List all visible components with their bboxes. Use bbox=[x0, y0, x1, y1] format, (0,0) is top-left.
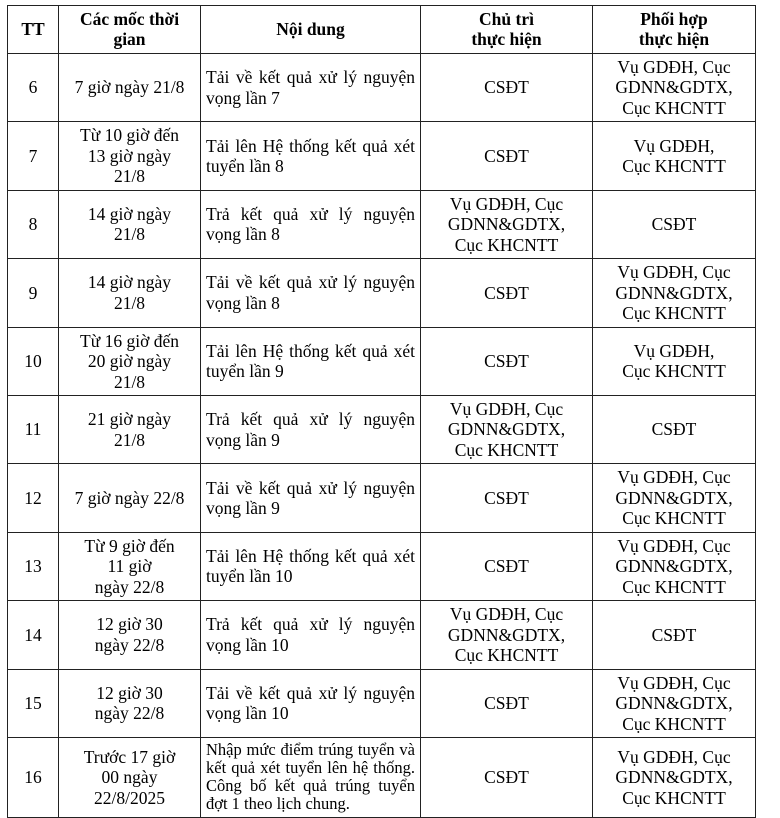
cell-host-line-3: Cục KHCNTT bbox=[454, 234, 559, 255]
cell-tt: 10 bbox=[8, 327, 59, 395]
cell-host bbox=[421, 464, 593, 532]
cell-coop bbox=[593, 53, 756, 121]
cell-host-line-1: CSĐT bbox=[484, 351, 529, 372]
table-header-row bbox=[8, 6, 756, 54]
cell-host-line-1: CSĐT bbox=[484, 282, 529, 303]
cell-time-line-1: 12 giờ 30 bbox=[96, 682, 163, 703]
cell-coop bbox=[593, 122, 756, 190]
column-header-content-line-1: Nội dung bbox=[276, 19, 345, 40]
cell-content: Tải về kết quả xử lý nguyện vọng lần 8 bbox=[201, 259, 421, 327]
cell-time bbox=[59, 53, 201, 121]
column-header-host-line-1: Chủ trì bbox=[479, 9, 534, 29]
table-row bbox=[8, 738, 756, 818]
cell-time-line-2: ngày 22/8 bbox=[94, 634, 165, 655]
table-row bbox=[8, 601, 756, 669]
cell-coop-line-2: Cục KHCNTT bbox=[622, 156, 726, 177]
cell-time-line-1: 12 giờ 30 bbox=[96, 614, 163, 635]
cell-time bbox=[59, 532, 201, 600]
cell-time bbox=[59, 601, 201, 669]
cell-time-line-2: 21/8 bbox=[113, 292, 146, 313]
column-header-host-line-2: thực hiện bbox=[471, 29, 542, 50]
cell-coop-line-2: Cục KHCNTT bbox=[622, 361, 726, 382]
cell-coop bbox=[593, 532, 756, 600]
cell-coop-line-3: Cục KHCNTT bbox=[622, 713, 726, 734]
cell-content: Tải lên Hệ thống kết quả xét tuyển lần 8 bbox=[201, 122, 421, 190]
cell-coop-line-1: Vụ GDĐH, Cục bbox=[617, 262, 731, 283]
cell-coop-line-1: Vụ GDĐH, Cục bbox=[617, 535, 731, 556]
column-header-tt-line-1: TT bbox=[21, 19, 45, 40]
column-header-time-line-2: gian bbox=[113, 29, 146, 50]
cell-time-line-1: 14 giờ ngày bbox=[87, 272, 172, 293]
cell-content: Trả kết quả xử lý nguyện vọng lần 9 bbox=[201, 395, 421, 463]
table-row bbox=[8, 122, 756, 190]
cell-coop bbox=[593, 738, 756, 818]
cell-time bbox=[59, 395, 201, 463]
column-header-coop-line-2: thực hiện bbox=[638, 29, 710, 50]
cell-time-line-1: 7 giờ ngày 22/8 bbox=[74, 487, 185, 508]
cell-host-line-1: Vụ GDĐH, Cục bbox=[449, 604, 564, 625]
cell-coop-line-1: Vụ GDĐH, Cục bbox=[617, 746, 731, 767]
cell-host-line-3: Cục KHCNTT bbox=[454, 645, 559, 666]
table-row bbox=[8, 53, 756, 121]
cell-host-line-1: CSĐT bbox=[484, 487, 529, 508]
cell-coop-line-3: Cục KHCNTT bbox=[622, 508, 726, 529]
cell-tt: 11 bbox=[8, 395, 59, 463]
cell-content: Tải lên Hệ thống kết quả xét tuyển lần 10 bbox=[201, 532, 421, 600]
cell-coop bbox=[593, 464, 756, 532]
cell-time-line-2: 11 giờ bbox=[107, 556, 152, 577]
cell-tt: 8 bbox=[8, 190, 59, 258]
cell-host bbox=[421, 122, 593, 190]
cell-tt: 7 bbox=[8, 122, 59, 190]
cell-coop-line-3: Cục KHCNTT bbox=[622, 97, 726, 118]
cell-coop-line-1: Vụ GDĐH, bbox=[633, 135, 715, 156]
cell-coop-line-3: Cục KHCNTT bbox=[622, 303, 726, 324]
cell-host-line-1: CSĐT bbox=[484, 693, 529, 714]
cell-host-line-2: GDNN&GDTX, bbox=[447, 214, 566, 235]
cell-coop-line-2: GDNN&GDTX, bbox=[615, 556, 733, 577]
admission-schedule-table bbox=[7, 5, 756, 818]
cell-time-line-2: 21/8 bbox=[113, 224, 146, 245]
cell-coop-line-2: GDNN&GDTX, bbox=[615, 77, 733, 98]
cell-coop bbox=[593, 327, 756, 395]
cell-host bbox=[421, 669, 593, 737]
cell-host-line-1: CSĐT bbox=[484, 767, 529, 788]
cell-host bbox=[421, 327, 593, 395]
cell-time bbox=[59, 669, 201, 737]
column-header-tt bbox=[8, 6, 59, 54]
cell-host-line-1: CSĐT bbox=[484, 77, 529, 98]
cell-coop-line-1: Vụ GDĐH, Cục bbox=[617, 672, 731, 693]
cell-tt: 6 bbox=[8, 53, 59, 121]
cell-tt: 15 bbox=[8, 669, 59, 737]
column-header-host bbox=[421, 6, 593, 54]
cell-time bbox=[59, 738, 201, 818]
table-row bbox=[8, 259, 756, 327]
cell-time bbox=[59, 327, 201, 395]
column-header-time bbox=[59, 6, 201, 54]
cell-time-line-2: 13 giờ ngày bbox=[87, 145, 172, 166]
cell-host-line-2: GDNN&GDTX, bbox=[447, 624, 566, 645]
cell-host-line-1: CSĐT bbox=[484, 556, 529, 577]
cell-coop bbox=[593, 259, 756, 327]
cell-tt: 12 bbox=[8, 464, 59, 532]
cell-host-line-2: GDNN&GDTX, bbox=[447, 419, 566, 440]
cell-coop-line-2: GDNN&GDTX, bbox=[615, 282, 733, 303]
cell-host-line-1: CSĐT bbox=[484, 145, 529, 166]
cell-content: Tải về kết quả xử lý nguyện vọng lần 9 bbox=[201, 464, 421, 532]
cell-tt: 14 bbox=[8, 601, 59, 669]
cell-time-line-2: 00 ngày bbox=[101, 767, 158, 788]
table-row bbox=[8, 669, 756, 737]
column-header-coop bbox=[593, 6, 756, 54]
table-row bbox=[8, 464, 756, 532]
cell-time bbox=[59, 259, 201, 327]
cell-coop-line-1: Vụ GDĐH, bbox=[633, 340, 715, 361]
cell-tt: 9 bbox=[8, 259, 59, 327]
cell-coop-line-1: Vụ GDĐH, Cục bbox=[617, 467, 731, 488]
cell-coop-line-2: GDNN&GDTX, bbox=[615, 693, 733, 714]
cell-tt: 13 bbox=[8, 532, 59, 600]
cell-time bbox=[59, 122, 201, 190]
cell-coop-line-1: CSĐT bbox=[651, 214, 697, 235]
cell-coop-line-2: GDNN&GDTX, bbox=[615, 767, 733, 788]
table-row bbox=[8, 327, 756, 395]
cell-time-line-2: 21/8 bbox=[113, 429, 146, 450]
table-row bbox=[8, 190, 756, 258]
cell-time-line-2: 20 giờ ngày bbox=[87, 351, 172, 372]
cell-host bbox=[421, 532, 593, 600]
cell-host-line-1: Vụ GDĐH, Cục bbox=[449, 193, 564, 214]
cell-content: Nhập mức điểm trúng tuyển và kết quả xét tuyển lên hệ thống. Công bố kết quả trúng tuyển đợt 1 theo lịch chung. bbox=[201, 738, 421, 818]
cell-time-line-1: Từ 10 giờ đến bbox=[80, 125, 179, 146]
cell-host-line-3: Cục KHCNTT bbox=[454, 439, 559, 460]
cell-host bbox=[421, 190, 593, 258]
cell-time bbox=[59, 464, 201, 532]
cell-time-line-3: ngày 22/8 bbox=[94, 576, 165, 597]
cell-time-line-3: 21/8 bbox=[113, 371, 146, 392]
cell-coop-line-1: CSĐT bbox=[651, 419, 697, 440]
table-row bbox=[8, 532, 756, 600]
cell-content: Tải về kết quả xử lý nguyện vọng lần 10 bbox=[201, 669, 421, 737]
cell-time-line-1: 7 giờ ngày 21/8 bbox=[74, 77, 185, 98]
cell-coop-line-1: CSĐT bbox=[651, 624, 697, 645]
column-header-time-line-1: Các mốc thời bbox=[79, 9, 180, 29]
table-body bbox=[8, 53, 756, 817]
cell-coop bbox=[593, 601, 756, 669]
cell-time-line-2: ngày 22/8 bbox=[94, 703, 165, 724]
cell-time-line-3: 22/8/2025 bbox=[94, 787, 165, 808]
cell-host-line-1: Vụ GDĐH, Cục bbox=[449, 398, 564, 419]
cell-host bbox=[421, 53, 593, 121]
cell-content: Tải lên Hệ thống kết quả xét tuyển lần 9 bbox=[201, 327, 421, 395]
table-header bbox=[8, 6, 756, 54]
cell-host bbox=[421, 259, 593, 327]
cell-time-line-1: 21 giờ ngày bbox=[87, 409, 172, 430]
cell-coop-line-1: Vụ GDĐH, Cục bbox=[617, 56, 731, 77]
cell-time-line-1: 14 giờ ngày bbox=[87, 203, 172, 224]
cell-host bbox=[421, 738, 593, 818]
cell-time-line-1: Từ 9 giờ đến bbox=[84, 535, 175, 556]
cell-tt: 16 bbox=[8, 738, 59, 818]
cell-coop bbox=[593, 190, 756, 258]
cell-time bbox=[59, 190, 201, 258]
cell-time-line-3: 21/8 bbox=[113, 166, 146, 187]
column-header-coop-line-1: Phối hợp bbox=[640, 9, 708, 29]
table-row bbox=[8, 395, 756, 463]
column-header-content bbox=[201, 6, 421, 54]
cell-content: Trả kết quả xử lý nguyện vọng lần 10 bbox=[201, 601, 421, 669]
cell-time-line-1: Từ 16 giờ đến bbox=[80, 330, 179, 351]
cell-coop bbox=[593, 669, 756, 737]
cell-time-line-1: Trước 17 giờ bbox=[83, 746, 176, 767]
cell-coop-line-3: Cục KHCNTT bbox=[622, 787, 726, 808]
cell-host bbox=[421, 601, 593, 669]
cell-coop-line-3: Cục KHCNTT bbox=[622, 576, 726, 597]
cell-coop bbox=[593, 395, 756, 463]
cell-content: Tải về kết quả xử lý nguyện vọng lần 7 bbox=[201, 53, 421, 121]
cell-coop-line-2: GDNN&GDTX, bbox=[615, 487, 733, 508]
cell-content: Trả kết quả xử lý nguyện vọng lần 8 bbox=[201, 190, 421, 258]
cell-host bbox=[421, 395, 593, 463]
